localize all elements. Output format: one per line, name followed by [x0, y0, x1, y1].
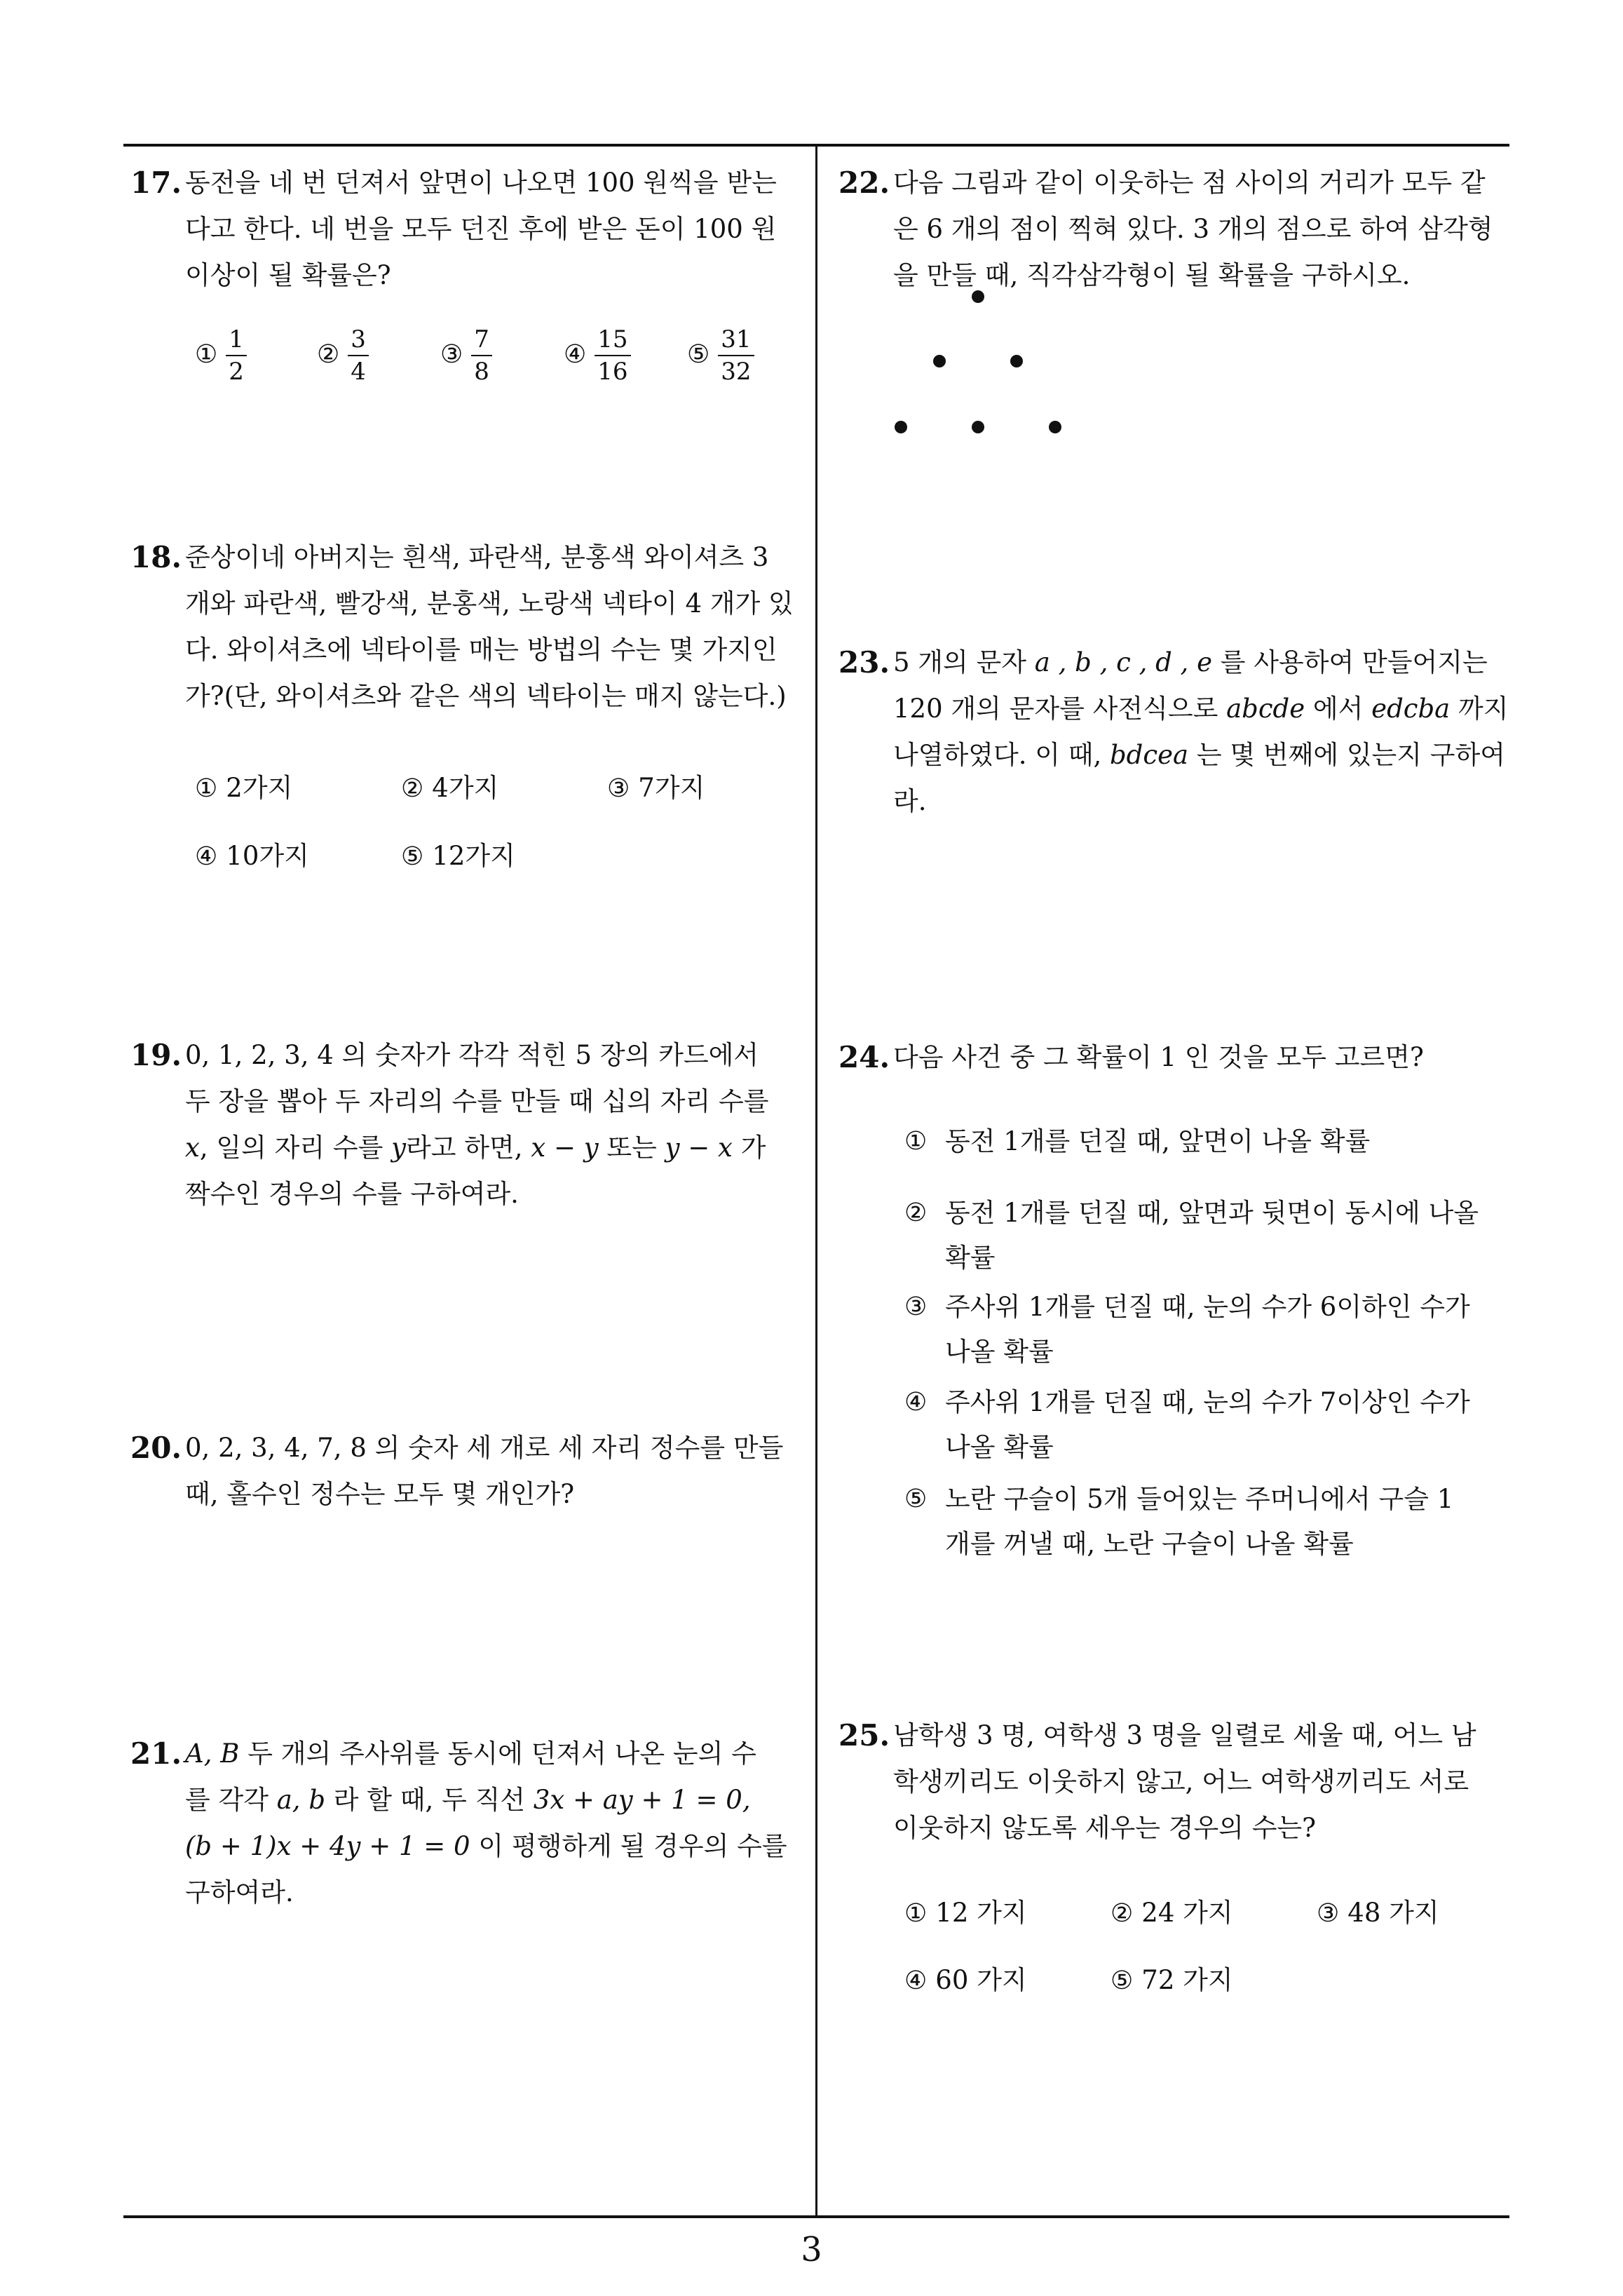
- choice-1[interactable]: [904, 1891, 1027, 1929]
- choice-3[interactable]: [1317, 1891, 1439, 1929]
- choice-text: 24 가지: [1141, 1898, 1233, 1928]
- choice-mark: ③: [440, 339, 463, 369]
- question-text: 다고 한다. 네 번을 모두 던진 후에 받은 돈이 100 원: [185, 214, 777, 244]
- question-text: 0, 1, 2, 3, 4 의 숫자가 각각 적힌 5 장의 카드에서: [185, 1040, 759, 1070]
- choice-text: 12가지: [432, 841, 515, 871]
- dot: [1010, 355, 1023, 367]
- choice-text: 동전 1개를 던질 때, 앞면과 뒷면이 동시에 나올: [945, 1198, 1479, 1228]
- choice-mark: ③: [607, 774, 630, 803]
- question-number: 25.: [838, 1718, 890, 1753]
- dot: [972, 421, 984, 433]
- question-text: 0, 2, 3, 4, 7, 8 의 숫자 세 개로 세 자리 정수를 만들: [185, 1433, 784, 1463]
- choice-mark: ③: [904, 1292, 928, 1321]
- question-number: 22.: [838, 166, 890, 200]
- question-text: 가?(단, 와이셔츠와 같은 색의 넥타이는 매지 않는다.): [185, 681, 787, 711]
- fraction: $\frac{31}{32}$: [718, 324, 754, 387]
- fraction: $\frac{7}{8}$: [471, 324, 492, 387]
- question-21: [130, 1731, 803, 1916]
- choice-mark: ④: [904, 1388, 928, 1417]
- question-24: [838, 1034, 1512, 1081]
- choice-text: 동전 1개를 던질 때, 앞면이 나올 확률: [945, 1126, 1371, 1156]
- choice-5[interactable]: [1111, 1959, 1233, 1997]
- question-25: [838, 1713, 1512, 1851]
- choice-mark: ④: [904, 1966, 928, 1995]
- choice-3[interactable]: [607, 767, 705, 804]
- choice-text: 주사위 1개를 던질 때, 눈의 수가 7이상인 수가: [945, 1387, 1470, 1417]
- choice-text: 12 가지: [935, 1898, 1027, 1928]
- question-text: 은 6 개의 점이 찍혀 있다. 3 개의 점으로 하여 삼각형: [893, 214, 1493, 244]
- choice-mark: ③: [1317, 1899, 1340, 1928]
- choice-text: 개를 꺼낼 때, 노란 구슬이 나올 확률: [945, 1529, 1354, 1559]
- dot: [895, 421, 907, 433]
- fraction: $\frac{1}{2}$: [226, 324, 247, 387]
- choice-text: 10가지: [226, 841, 309, 871]
- question-text: 준상이네 아버지는 흰색, 파란색, 분홍색 와이셔츠 3: [185, 542, 769, 572]
- choice-1[interactable]: [195, 767, 292, 804]
- choice-2[interactable]: [401, 767, 498, 804]
- fraction: $\frac{15}{16}$: [595, 324, 630, 387]
- choice-2[interactable]: [904, 1191, 1507, 1281]
- question-text: 구하여라.: [185, 1877, 294, 1907]
- choice-4[interactable]: [195, 835, 309, 872]
- question-18: [130, 534, 803, 720]
- choice-mark: ②: [317, 339, 340, 369]
- choice-mark: ⑤: [1111, 1966, 1134, 1995]
- choice-mark: ①: [195, 774, 218, 803]
- dot: [972, 290, 984, 303]
- choice-mark: ⑤: [401, 842, 424, 871]
- choice-mark: ④: [564, 339, 587, 369]
- choice-4[interactable]: [904, 1959, 1027, 1997]
- choice-2[interactable]: [317, 324, 369, 387]
- question-text: 이상이 될 확률은?: [185, 260, 391, 290]
- choice-text: 주사위 1개를 던질 때, 눈의 수가 6이하인 수가: [945, 1292, 1470, 1322]
- choice-text: 확률: [945, 1243, 996, 1273]
- choice-mark: ①: [904, 1127, 928, 1156]
- question-text: A, B 두 개의 주사위를 동시에 던져서 나온 눈의 수: [185, 1738, 756, 1769]
- choice-text: 2가지: [226, 773, 293, 803]
- question-text: 120 개의 문자를 사전식으로 abcde 에서 edcba 까지: [893, 694, 1509, 724]
- choice-text: 48 가지: [1347, 1898, 1439, 1928]
- question-number: 21.: [130, 1736, 182, 1771]
- choice-1[interactable]: [195, 324, 247, 387]
- question-text: 라.: [893, 786, 927, 816]
- question-number: 19.: [130, 1038, 182, 1072]
- dot: [1049, 421, 1061, 433]
- column-divider: [815, 145, 817, 2217]
- question-20: [130, 1425, 803, 1518]
- choice-mark: ②: [904, 1198, 928, 1227]
- question-text: 나열하였다. 이 때, bdcea 는 몇 번째에 있는지 구하여: [893, 740, 1506, 770]
- question-text: 남학생 3 명, 여학생 3 명을 일렬로 세울 때, 어느 남: [893, 1720, 1476, 1750]
- choice-2[interactable]: [1111, 1891, 1233, 1929]
- question-text: 학생끼리도 이웃하지 않고, 어느 여학생끼리도 서로: [893, 1767, 1469, 1797]
- question-19: [130, 1032, 803, 1217]
- question-text: 다음 그림과 같이 이웃하는 점 사이의 거리가 모두 같: [893, 168, 1486, 198]
- question-23: [838, 640, 1512, 825]
- choice-text: 나올 확률: [945, 1432, 1054, 1462]
- choice-text: 4가지: [432, 773, 499, 803]
- question-text: 을 만들 때, 직각삼각형이 될 확률을 구하시오.: [893, 260, 1411, 290]
- question-text: 이웃하지 않도록 세우는 경우의 수는?: [893, 1813, 1317, 1843]
- question-text: 때, 홀수인 정수는 모두 몇 개인가?: [185, 1479, 575, 1509]
- bottom-rule: [123, 2215, 1509, 2218]
- question-22: [838, 160, 1512, 299]
- choice-mark: ②: [401, 774, 424, 803]
- choice-text: 나올 확률: [945, 1337, 1054, 1367]
- question-text: x, 일의 자리 수를 y라고 하면, x − y 또는 y − x 가: [185, 1133, 766, 1163]
- question-number: 24.: [838, 1040, 890, 1074]
- question-number: 20.: [130, 1431, 182, 1465]
- question-text: 를 각각 a, b 라 할 때, 두 직선 3x + ay + 1 = 0,: [185, 1785, 751, 1815]
- choice-mark: ④: [195, 842, 218, 871]
- choice-4[interactable]: [564, 324, 631, 387]
- question-text: 짝수인 경우의 수를 구하여라.: [185, 1179, 519, 1209]
- choice-text: 7가지: [638, 773, 705, 803]
- question-text: (b + 1)x + 4y + 1 = 0 이 평행하게 될 경우의 수를: [185, 1831, 787, 1861]
- choice-text: 노란 구슬이 5개 들어있는 주머니에서 구슬 1: [945, 1484, 1454, 1514]
- fraction: $\frac{3}{4}$: [348, 324, 369, 387]
- choice-1[interactable]: [904, 1119, 1507, 1164]
- question-text: 동전을 네 번 던져서 앞면이 나오면 100 원씩을 받는: [185, 168, 777, 198]
- dot: [933, 355, 946, 367]
- choice-mark: ②: [1111, 1899, 1134, 1928]
- question-text: 다. 와이셔츠에 넥타이를 매는 방법의 수는 몇 가지인: [185, 635, 777, 665]
- choice-text: 72 가지: [1141, 1965, 1233, 1995]
- choice-mark: ⑤: [904, 1485, 928, 1513]
- question-number: 17.: [130, 166, 182, 200]
- choice-5[interactable]: [401, 835, 515, 872]
- choice-3[interactable]: [904, 1285, 1507, 1375]
- question-number: 18.: [130, 540, 182, 574]
- question-text: 다음 사건 중 그 확률이 1 인 것을 모두 고르면?: [893, 1042, 1424, 1072]
- choice-4[interactable]: [904, 1380, 1507, 1470]
- choice-3[interactable]: [440, 324, 492, 387]
- question-text: 두 장을 뽑아 두 자리의 수를 만들 때 십의 자리 수를: [185, 1086, 769, 1116]
- choice-5[interactable]: [904, 1477, 1507, 1567]
- choice-text: 60 가지: [935, 1965, 1027, 1995]
- question-text: 개와 파란색, 빨강색, 분홍색, 노랑색 넥타이 4 개가 있: [185, 588, 794, 619]
- choice-mark: ①: [904, 1899, 928, 1928]
- question-number: 23.: [838, 645, 890, 680]
- question-text: 5 개의 문자 a , b , c , d , e 를 사용하여 만들어지는: [893, 647, 1488, 677]
- choice-mark: ①: [195, 339, 218, 369]
- choice-mark: ⑤: [687, 339, 710, 369]
- choice-5[interactable]: [687, 324, 754, 387]
- page-number: 3: [801, 2230, 822, 2269]
- question-17: [130, 160, 803, 299]
